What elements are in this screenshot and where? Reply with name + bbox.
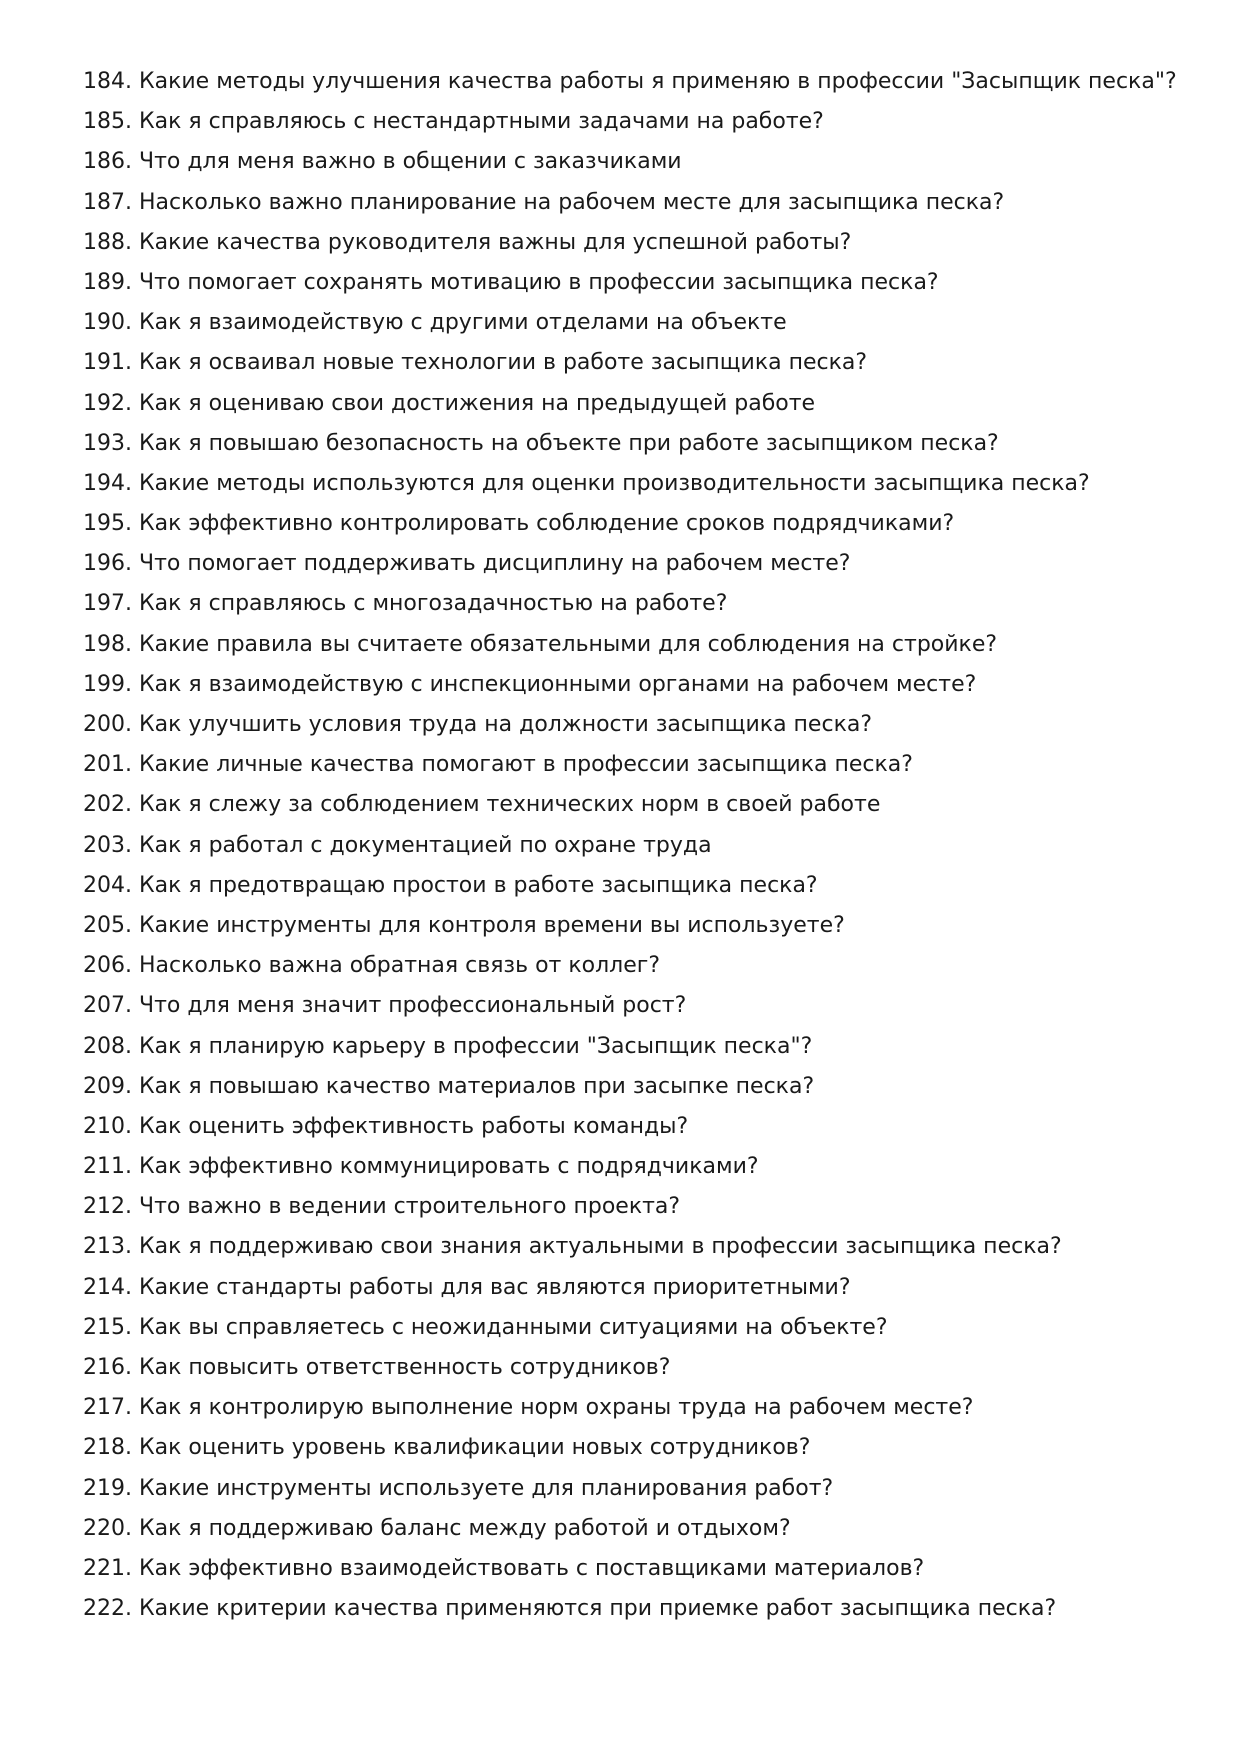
question-text: Какие методы используются для оценки производительности засыпщика песка? [138, 470, 1090, 496]
question-text: Какие стандарты работы для вас являются приоритетными? [138, 1274, 851, 1300]
question-number: 184. [83, 69, 132, 94]
list-item [83, 1549, 1213, 1589]
list-item [83, 263, 1213, 303]
question-text: Как я повышаю безопасность на объекте при работе засыпщиком песка? [138, 430, 999, 456]
list-item [83, 223, 1213, 263]
list-item [83, 1227, 1213, 1267]
question-text: Как эффективно коммуницировать с подрядчиками? [138, 1154, 759, 1180]
list-item [83, 1187, 1213, 1227]
question-text: Как я слежу за соблюдением технических норм в своей работе [138, 792, 881, 818]
question-text: Как я справляюсь с многозадачностью на работе? [138, 591, 728, 617]
list-item [83, 544, 1213, 584]
question-text: Как я взаимодействую с другими отделами на объекте [138, 310, 787, 336]
list-item [83, 625, 1213, 665]
question-text: Что помогает сохранять мотивацию в профессии засыпщика песка? [138, 269, 939, 295]
list-item [83, 1268, 1213, 1308]
question-number: 186. [83, 149, 132, 175]
question-number: 222. [83, 1596, 132, 1622]
list-item [83, 464, 1213, 504]
question-text: Как оценить эффективность работы команды? [138, 1113, 689, 1139]
question-text: Как я справляюсь с нестандартными задачами на работе? [138, 109, 824, 135]
question-number: 219. [83, 1475, 132, 1501]
question-number: 200. [83, 712, 132, 737]
question-number: 185. [83, 109, 132, 135]
list-item [83, 1509, 1213, 1549]
list-item [83, 1147, 1213, 1187]
list-item [83, 1428, 1213, 1468]
question-text: Что помогает поддерживать дисциплину на рабочем месте? [138, 551, 851, 577]
list-item [83, 665, 1213, 705]
list-item [83, 504, 1213, 544]
question-number: 208. [83, 1033, 132, 1059]
question-number: 212. [83, 1194, 132, 1220]
question-number: 214. [83, 1274, 132, 1300]
question-number: 201. [83, 752, 132, 778]
question-text: Насколько важна обратная связь от коллег? [138, 953, 660, 979]
list-item [83, 745, 1213, 785]
list-item [83, 584, 1213, 624]
question-number: 202. [83, 792, 132, 818]
question-text: Что для меня важно в общении с заказчиками [138, 149, 682, 175]
question-number: 190. [83, 310, 132, 336]
list-item [83, 102, 1213, 142]
question-number: 205. [83, 912, 132, 938]
list-item [83, 1308, 1213, 1348]
question-text: Насколько важно планирование на рабочем месте для засыпщика песка? [138, 189, 1005, 215]
question-text: Как я планирую карьеру в профессии "Засыпщик песка"? [138, 1033, 813, 1059]
list-item [83, 303, 1213, 343]
list-item [83, 785, 1213, 825]
question-text: Как я поддерживаю баланс между работой и отдыхом? [138, 1515, 791, 1541]
question-text: Как повысить ответственность сотрудников? [138, 1355, 671, 1380]
question-number: 209. [83, 1073, 132, 1099]
question-text: Как я работал с документацией по охране труда [138, 832, 712, 858]
question-number: 220. [83, 1515, 132, 1541]
list-item [83, 183, 1213, 223]
question-text: Как я взаимодействую с инспекционными органами на рабочем месте? [138, 671, 977, 697]
list-item [83, 1107, 1213, 1147]
question-text: Как вы справляетесь с неожиданными ситуациями на объекте? [138, 1314, 888, 1340]
question-text: Какие личные качества помогают в профессии засыпщика песка? [138, 752, 913, 778]
question-number: 198. [83, 631, 132, 657]
list-item [83, 1388, 1213, 1428]
question-text: Как оценить уровень квалификации новых сотрудников? [138, 1435, 811, 1461]
list-item [83, 62, 1213, 102]
question-number: 195. [83, 511, 132, 537]
question-number: 188. [83, 229, 132, 255]
list-item [83, 384, 1213, 424]
question-number: 210. [83, 1113, 132, 1139]
question-text: Какие инструменты для контроля времени вы используете? [138, 912, 845, 938]
question-text: Как я осваивал новые технологии в работе засыпщика песка? [138, 350, 868, 376]
question-text: Какие качества руководителя важны для успешной работы? [138, 229, 852, 255]
question-number: 213. [83, 1234, 132, 1260]
question-text: Какие инструменты используете для планирования работ? [138, 1475, 834, 1501]
question-number: 215. [83, 1314, 132, 1340]
question-number: 197. [83, 591, 132, 617]
question-number: 203. [83, 832, 132, 858]
question-number: 221. [83, 1555, 132, 1581]
question-text: Как эффективно контролировать соблюдение сроков подрядчиками? [138, 511, 955, 537]
list-item [83, 1027, 1213, 1067]
list-item [83, 1067, 1213, 1107]
list-item [83, 986, 1213, 1026]
list-item [83, 946, 1213, 986]
question-text: Как я контролирую выполнение норм охраны труда на рабочем месте? [138, 1395, 974, 1421]
list-item [83, 424, 1213, 464]
question-number: 207. [83, 993, 132, 1019]
list-item [83, 343, 1213, 383]
question-list [83, 62, 1213, 1629]
list-item [83, 866, 1213, 906]
question-text: Какие правила вы считаете обязательными для соблюдения на стройке? [138, 631, 998, 657]
question-text: Как я предотвращаю простои в работе засыпщика песка? [138, 872, 818, 898]
question-number: 217. [83, 1395, 132, 1421]
question-text: Что для меня значит профессиональный рост? [138, 993, 687, 1019]
question-number: 189. [83, 269, 132, 295]
question-number: 193. [83, 430, 132, 456]
list-item [83, 142, 1213, 182]
question-text: Как я поддерживаю свои знания актуальными в профессии засыпщика песка? [138, 1234, 1062, 1260]
question-number: 194. [83, 470, 132, 496]
list-item [83, 1348, 1213, 1388]
question-number: 218. [83, 1435, 132, 1461]
question-text: Как эффективно взаимодействовать с поставщиками материалов? [138, 1555, 925, 1581]
list-item [83, 705, 1213, 745]
question-number: 216. [83, 1355, 132, 1380]
question-text: Как улучшить условия труда на должности засыпщика песка? [138, 712, 873, 737]
list-item [83, 826, 1213, 866]
question-text: Что важно в ведении строительного проекта? [138, 1194, 681, 1220]
list-item [83, 906, 1213, 946]
question-text: Какие критерии качества применяются при приемке работ засыпщика песка? [138, 1596, 1057, 1622]
question-text: Какие методы улучшения качества работы я применяю в профессии "Засыпщик песка"? [138, 69, 1177, 94]
question-number: 192. [83, 390, 132, 416]
question-number: 199. [83, 671, 132, 697]
question-number: 187. [83, 189, 132, 215]
question-number: 211. [83, 1154, 132, 1180]
question-number: 204. [83, 872, 132, 898]
question-number: 206. [83, 953, 132, 979]
question-number: 196. [83, 551, 132, 577]
question-number: 191. [83, 350, 132, 376]
list-item [83, 1589, 1213, 1629]
question-text: Как я повышаю качество материалов при засыпке песка? [138, 1073, 815, 1099]
question-text: Как я оцениваю свои достижения на предыдущей работе [138, 390, 816, 416]
list-item [83, 1469, 1213, 1509]
